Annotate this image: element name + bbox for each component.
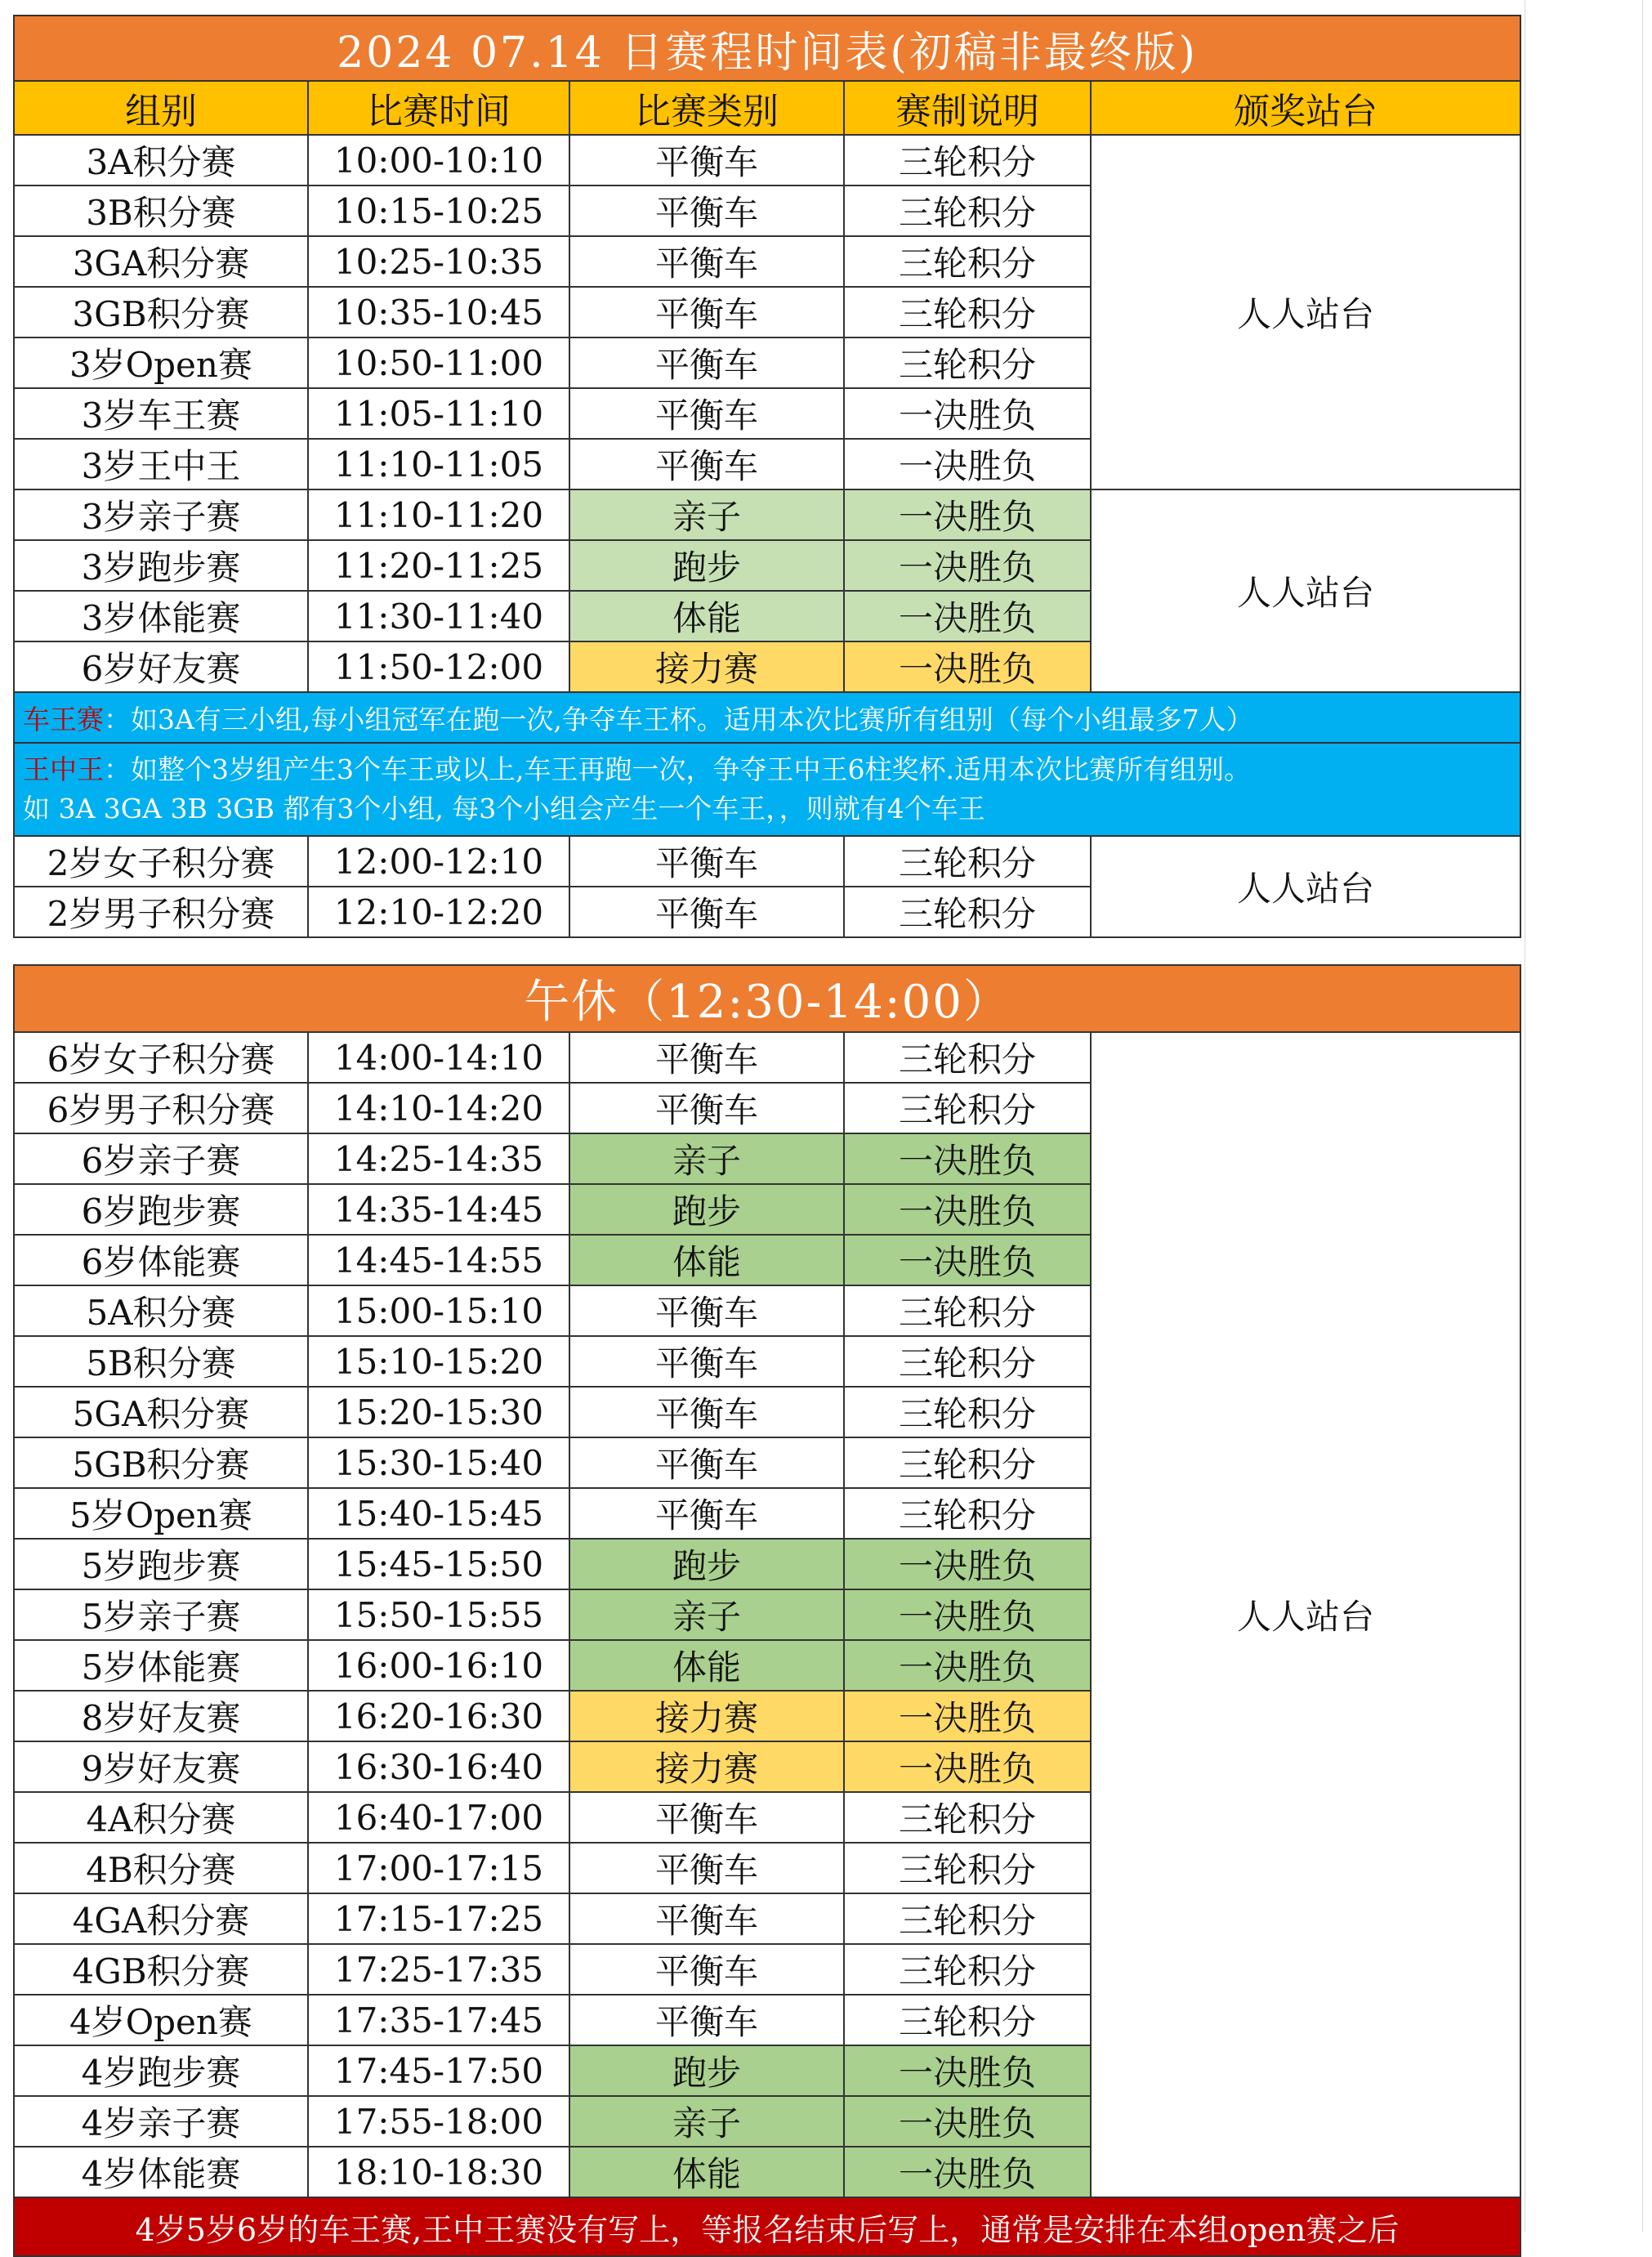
table-cell: 6岁亲子赛: [14, 1133, 308, 1184]
table-cell: 10:15-10:25: [308, 185, 569, 236]
table-cell: 亲子: [569, 2096, 844, 2147]
table-cell: 8岁好友赛: [14, 1691, 308, 1741]
table-cell: 3岁亲子赛: [14, 489, 308, 540]
table-cell: 11:10-11:05: [308, 439, 569, 489]
award-podium-cell: 人人站台: [1091, 836, 1520, 937]
table-cell: 5岁亲子赛: [14, 1589, 308, 1640]
table-cell: 平衡车: [569, 1387, 844, 1437]
table-cell: 4岁Open赛: [14, 1995, 308, 2045]
table-cell: 12:00-12:10: [308, 836, 569, 887]
table-cell: 15:00-15:10: [308, 1285, 569, 1336]
table-cell: 2岁男子积分赛: [14, 887, 308, 937]
table-cell: 17:00-17:15: [308, 1843, 569, 1893]
table-cell: 体能: [569, 2147, 844, 2197]
table-cell: 平衡车: [569, 439, 844, 489]
table-cell: 15:10-15:20: [308, 1336, 569, 1387]
table-cell: 三轮积分: [844, 836, 1091, 887]
table-cell: 平衡车: [569, 185, 844, 236]
table-row: [14, 135, 1520, 185]
table-cell: 15:20-15:30: [308, 1387, 569, 1437]
table-cell: 16:00-16:10: [308, 1640, 569, 1691]
table-cell: 三轮积分: [844, 1083, 1091, 1133]
column-header: 赛制说明: [844, 81, 1091, 135]
table-row: [14, 836, 1520, 887]
note-row-1: [14, 692, 1520, 743]
table-cell: 18:10-18:30: [308, 2147, 569, 2197]
table-cell: 14:25-14:35: [308, 1133, 569, 1184]
note-cell: [14, 743, 1520, 836]
table-cell: 三轮积分: [844, 1792, 1091, 1843]
table-cell: 3GB积分赛: [14, 287, 308, 337]
table-cell: 三轮积分: [844, 887, 1091, 937]
table-cell: 三轮积分: [844, 1488, 1091, 1539]
table-cell: 平衡车: [569, 1893, 844, 1944]
table-cell: 3B积分赛: [14, 185, 308, 236]
table-cell: 6岁女子积分赛: [14, 1032, 308, 1083]
table-cell: 一决胜负: [844, 540, 1091, 591]
table-cell: 3岁体能赛: [14, 591, 308, 641]
table-cell: 16:40-17:00: [308, 1792, 569, 1843]
award-podium-cell: 人人站台: [1091, 1032, 1520, 2197]
table-cell: 6岁好友赛: [14, 641, 308, 692]
table-cell: 三轮积分: [844, 1387, 1091, 1437]
table-cell: 平衡车: [569, 1843, 844, 1893]
table-cell: 三轮积分: [844, 1944, 1091, 1995]
table-cell: 一决胜负: [844, 1539, 1091, 1589]
note-text: ：如3A有三小组,每小组冠军在跑一次,争夺车王杯。适用本次比赛所有组别（每个小组最多7人）: [104, 703, 1253, 735]
table-cell: 10:50-11:00: [308, 337, 569, 388]
table-cell: 一决胜负: [844, 2096, 1091, 2147]
table-cell: 10:25-10:35: [308, 236, 569, 287]
table-cell: 三轮积分: [844, 236, 1091, 287]
table-cell: 17:15-17:25: [308, 1893, 569, 1944]
note-cell: [14, 692, 1520, 743]
table-cell: 11:30-11:40: [308, 591, 569, 641]
table-row: [14, 1032, 1520, 1083]
table-cell: 三轮积分: [844, 337, 1091, 388]
table-cell: 17:25-17:35: [308, 1944, 569, 1995]
block3-body: [14, 836, 1520, 937]
table-cell: 一决胜负: [844, 2045, 1091, 2096]
table-cell: 平衡车: [569, 1336, 844, 1387]
table-cell: 一决胜负: [844, 2147, 1091, 2197]
morning-schedule-table: [13, 15, 1521, 938]
table-cell: 9岁好友赛: [14, 1741, 308, 1792]
table-cell: 接力赛: [569, 1691, 844, 1741]
table-cell: 5岁跑步赛: [14, 1539, 308, 1589]
table-cell: 三轮积分: [844, 1995, 1091, 2045]
column-header: 颁奖站台: [1091, 81, 1520, 135]
table-cell: 亲子: [569, 489, 844, 540]
table-cell: 亲子: [569, 1589, 844, 1640]
table-cell: 15:45-15:50: [308, 1539, 569, 1589]
table-cell: 平衡车: [569, 236, 844, 287]
table-cell: 6岁跑步赛: [14, 1184, 308, 1235]
table-cell: 一决胜负: [844, 1589, 1091, 1640]
table-cell: 一决胜负: [844, 1691, 1091, 1741]
table-cell: 体能: [569, 1235, 844, 1285]
table-cell: 一决胜负: [844, 1640, 1091, 1691]
table-cell: 一决胜负: [844, 1133, 1091, 1184]
table-cell: 4B积分赛: [14, 1843, 308, 1893]
table-cell: 12:10-12:20: [308, 887, 569, 937]
table-cell: 3岁王中王: [14, 439, 308, 489]
afternoon-schedule-table: [13, 964, 1521, 2257]
header-row: [14, 81, 1520, 135]
gridline: [1642, 0, 1643, 2232]
award-podium-cell: 人人站台: [1091, 489, 1520, 692]
table-cell: 平衡车: [569, 337, 844, 388]
table-cell: 4GB积分赛: [14, 1944, 308, 1995]
table-cell: 一决胜负: [844, 388, 1091, 439]
table-cell: 10:35-10:45: [308, 287, 569, 337]
table-cell: 亲子: [569, 1133, 844, 1184]
table-cell: 5GA积分赛: [14, 1387, 308, 1437]
column-header: 组别: [14, 81, 308, 135]
table-cell: 一决胜负: [844, 1235, 1091, 1285]
table-cell: 三轮积分: [844, 1437, 1091, 1488]
table-cell: 11:10-11:20: [308, 489, 569, 540]
table-cell: 平衡车: [569, 1083, 844, 1133]
table-cell: 平衡车: [569, 287, 844, 337]
table-cell: 跑步: [569, 2045, 844, 2096]
table-cell: 4岁体能赛: [14, 2147, 308, 2197]
table-cell: 3岁车王赛: [14, 388, 308, 439]
block2-body: [14, 489, 1520, 692]
note-tag: 车王赛: [23, 703, 104, 735]
footer-row: [14, 2197, 1520, 2256]
table-cell: 17:45-17:50: [308, 2045, 569, 2096]
table-cell: 14:35-14:45: [308, 1184, 569, 1235]
table-cell: 14:45-14:55: [308, 1235, 569, 1285]
block1-body: [14, 135, 1520, 489]
table-cell: 15:40-15:45: [308, 1488, 569, 1539]
table-cell: 平衡车: [569, 388, 844, 439]
lunch-break-row: [14, 965, 1520, 1032]
table-cell: 15:30-15:40: [308, 1437, 569, 1488]
table-cell: 三轮积分: [844, 1893, 1091, 1944]
table-cell: 接力赛: [569, 641, 844, 692]
table-cell: 17:35-17:45: [308, 1995, 569, 2045]
table-cell: 一决胜负: [844, 489, 1091, 540]
afternoon-body: [14, 1032, 1520, 2197]
table-cell: 三轮积分: [844, 1285, 1091, 1336]
table-cell: 一决胜负: [844, 439, 1091, 489]
table-row: [14, 489, 1520, 540]
table-cell: 平衡车: [569, 1488, 844, 1539]
table-cell: 三轮积分: [844, 287, 1091, 337]
table-cell: 14:10-14:20: [308, 1083, 569, 1133]
table-cell: 5B积分赛: [14, 1336, 308, 1387]
table-cell: 跑步: [569, 540, 844, 591]
table-cell: 3A积分赛: [14, 135, 308, 185]
table-cell: 5岁体能赛: [14, 1640, 308, 1691]
table-cell: 14:00-14:10: [308, 1032, 569, 1083]
table-cell: 跑步: [569, 1539, 844, 1589]
table-cell: 17:55-18:00: [308, 2096, 569, 2147]
table-cell: 平衡车: [569, 1032, 844, 1083]
note-text: ：如整个3岁组产生3个车王或以上,车王再跑一次，争夺王中王6柱奖杯.适用本次比赛所有组别。: [104, 753, 1251, 785]
table-cell: 平衡车: [569, 836, 844, 887]
table-cell: 一决胜负: [844, 641, 1091, 692]
table-cell: 2岁女子积分赛: [14, 836, 308, 887]
table-cell: 5岁Open赛: [14, 1488, 308, 1539]
table-cell: 4岁亲子赛: [14, 2096, 308, 2147]
table-cell: 一决胜负: [844, 591, 1091, 641]
table-cell: 三轮积分: [844, 1032, 1091, 1083]
table-cell: 一决胜负: [844, 1184, 1091, 1235]
table-cell: 5A积分赛: [14, 1285, 308, 1336]
column-header: 比赛类别: [569, 81, 844, 135]
table-cell: 6岁男子积分赛: [14, 1083, 308, 1133]
table-cell: 跑步: [569, 1184, 844, 1235]
table-cell: 3GA积分赛: [14, 236, 308, 287]
table-cell: 三轮积分: [844, 1843, 1091, 1893]
table-cell: 三轮积分: [844, 185, 1091, 236]
footer-note: 4岁5岁6岁的车王赛,王中王赛没有写上，等报名结束后写上，通常是安排在本组open赛之后: [14, 2197, 1520, 2256]
table-cell: 体能: [569, 591, 844, 641]
table-cell: 15:50-15:55: [308, 1589, 569, 1640]
table-cell: 11:20-11:25: [308, 540, 569, 591]
table-cell: 体能: [569, 1640, 844, 1691]
table-cell: 3岁Open赛: [14, 337, 308, 388]
page-title: 2024 07.14 日赛程时间表(初稿非最终版): [14, 16, 1520, 81]
table-cell: 4GA积分赛: [14, 1893, 308, 1944]
table-cell: 平衡车: [569, 135, 844, 185]
table-cell: 11:05-11:10: [308, 388, 569, 439]
table-cell: 平衡车: [569, 1944, 844, 1995]
table-cell: 一决胜负: [844, 1741, 1091, 1792]
table-cell: 11:50-12:00: [308, 641, 569, 692]
table-cell: 平衡车: [569, 1995, 844, 2045]
table-cell: 平衡车: [569, 1437, 844, 1488]
lunch-break-banner: 午休（12:30-14:00）: [14, 965, 1520, 1032]
table-cell: 3岁跑步赛: [14, 540, 308, 591]
table-cell: 16:20-16:30: [308, 1691, 569, 1741]
table-cell: 5GB积分赛: [14, 1437, 308, 1488]
table-cell: 6岁体能赛: [14, 1235, 308, 1285]
title-row: [14, 16, 1520, 81]
column-header: 比赛时间: [308, 81, 569, 135]
note-text: 如 3A 3GA 3B 3GB 都有3个小组, 每3个小组会产生一个车王，，则就有4个车王: [23, 793, 985, 825]
table-cell: 接力赛: [569, 1741, 844, 1792]
award-podium-cell: 人人站台: [1091, 135, 1520, 489]
table-cell: 三轮积分: [844, 1336, 1091, 1387]
table-cell: 三轮积分: [844, 135, 1091, 185]
table-cell: 4岁跑步赛: [14, 2045, 308, 2096]
table-cell: 16:30-16:40: [308, 1741, 569, 1792]
table-cell: 4A积分赛: [14, 1792, 308, 1843]
table-cell: 10:00-10:10: [308, 135, 569, 185]
table-cell: 平衡车: [569, 1285, 844, 1336]
table-cell: 平衡车: [569, 887, 844, 937]
table-cell: 平衡车: [569, 1792, 844, 1843]
note-row-2: [14, 743, 1520, 836]
note-tag: 王中王: [23, 753, 104, 785]
